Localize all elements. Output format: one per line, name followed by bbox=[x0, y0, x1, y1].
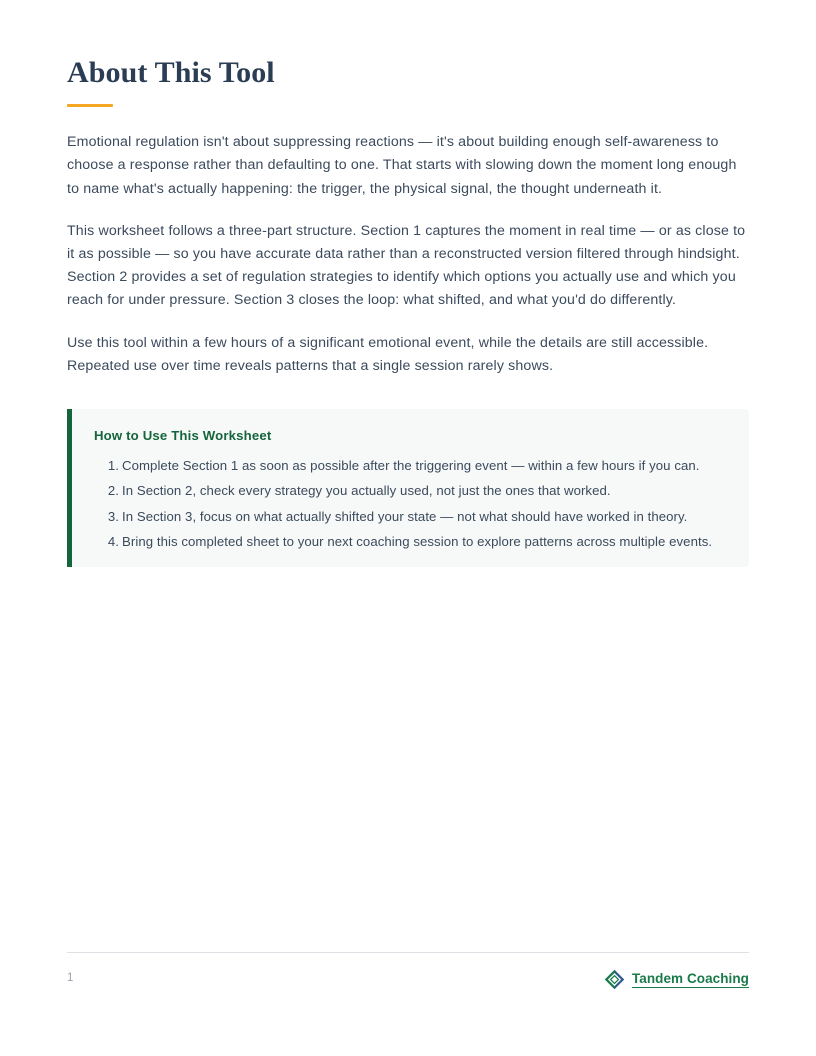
page-footer bbox=[67, 952, 749, 990]
intro-paragraph-1: Emotional regulation isn't about suppressing reactions — it's about building enough self-awareness to choose a response rather than defaulting to one. That starts with slowing down the moment long enough to name what's actually happening: the trigger, the physical signal, the thought underneath it. bbox=[67, 134, 737, 197]
how-to-use-callout bbox=[67, 409, 749, 568]
brand-name: Tandem Coaching bbox=[631, 970, 749, 986]
footer-divider bbox=[67, 952, 749, 953]
list-item: Complete Section 1 as soon as possible after the triggering event — within a few hours if you can. bbox=[122, 457, 700, 473]
page-title: About This Tool bbox=[67, 56, 275, 89]
intro-paragraph-2: This worksheet follows a three-part structure. Section 1 captures the moment in real time — or as close to it as possible — so you have accurate data rather than a reconstructed version filtered through hindsight. Section 2 provides a set of regulation strategies to identify which options you actually use and which you reach for under pressure. Section 3 closes the loop: what shifted, and what you'd do differently. bbox=[67, 222, 746, 309]
callout-heading: How to Use This Worksheet bbox=[94, 427, 272, 443]
list-item: In Section 3, focus on what actually shifted your state — not what should have worked in theory. bbox=[122, 508, 688, 524]
list-item: Bring this completed sheet to your next coaching session to explore patterns across multiple events. bbox=[122, 534, 713, 550]
diamond-logo-icon bbox=[604, 969, 625, 990]
page-content bbox=[67, 56, 749, 567]
page-number: 1 bbox=[67, 972, 74, 985]
list-item: In Section 2, check every strategy you actually used, not just the ones that worked. bbox=[122, 483, 611, 499]
footer-row bbox=[67, 968, 749, 990]
how-to-use-list bbox=[94, 456, 729, 552]
intro-paragraph-3: Use this tool within a few hours of a significant emotional event, while the details are still accessible. Repeated use over time reveals patterns that a single session rarely shows. bbox=[67, 334, 709, 374]
brand-lockup bbox=[604, 969, 749, 990]
title-accent-rule bbox=[67, 104, 113, 108]
